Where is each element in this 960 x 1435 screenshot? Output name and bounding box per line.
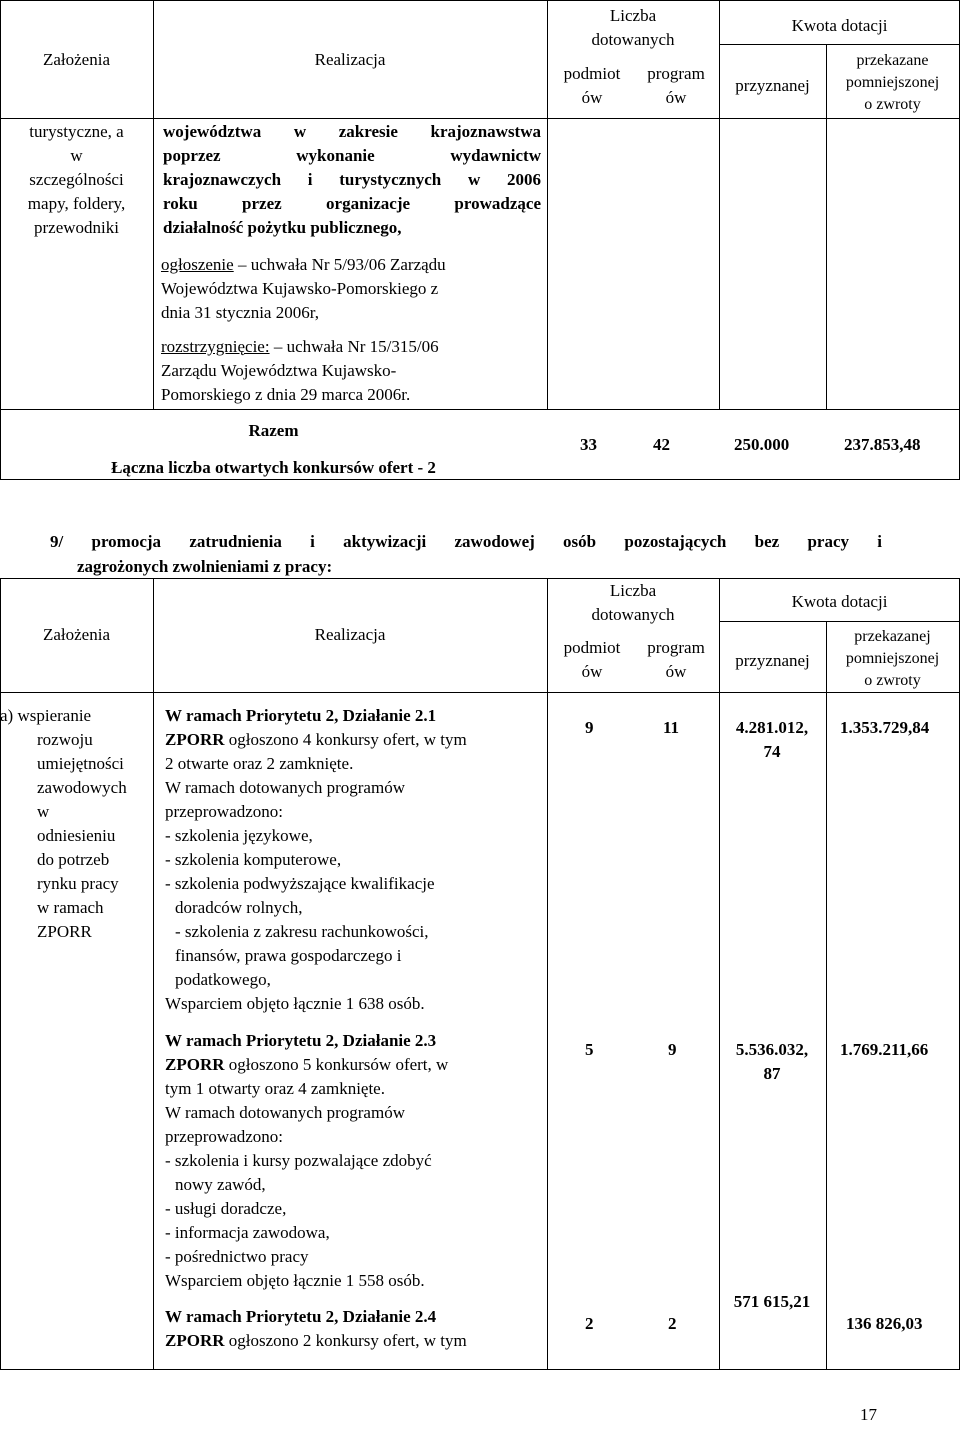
t2-header-przyznanej: przyznanej <box>735 651 810 670</box>
entry-2-3-text: W ramach Priorytetu 2, Działanie 2.3 ZPORR ogłoszono 5 konkursów ofert, w tym 1 otwarty oraz 4 zamknięte. W ramach dotowanych programów przeprowadzono: - szkolenia i kursy pozwalające zdobyć nowy zawód, - usługi doradcze, - informacja zawodowa, - pośrednictwo pracy Wsparciem objęto łącznie 1 558 osób. <box>165 1031 449 1290</box>
section-9-heading-line2: zagrożonych zwolnieniami z pracy: <box>77 557 333 576</box>
page-number: 17 <box>860 1405 877 1424</box>
entry-2-1-text: W ramach Priorytetu 2, Działanie 2.1 ZPORR ogłoszono 4 konkursy ofert, w tym 2 otwarte oraz 2 zamknięte. W ramach dotowanych programów przeprowadzono: - szkolenia językowe, - szkolenia komputerowe, - szkolenia podwyższające kwalifikacje doradców rolnych, - szkolenia z zakresu rachunkowości, finansów, prawa gospodarczego i podatkowego, Wsparciem objęto łącznie 1 638 osób. <box>165 706 467 1013</box>
t2-header-programow: program ów <box>647 638 705 681</box>
entry-2-1-programy: 11 <box>663 718 680 737</box>
resolution-label: rozstrzygnięcie: <box>161 337 270 356</box>
t2-assumptions-cell: a) wspieranie rozwoju umiejętności zawodowych w odniesieniu do potrzeb rynku pracy w ramach ZPORR <box>0 706 127 941</box>
header-przyznanej: przyznanej <box>735 76 810 95</box>
t2-header-liczba: Liczba dotowanych <box>591 581 675 624</box>
header-kwota-dotacji: Kwota dotacji <box>791 16 888 35</box>
header-realizacja: Realizacja <box>314 50 386 69</box>
razem-label: Razem <box>248 421 299 440</box>
assumptions-cell: turystyczne, a w szczególności mapy, foldery, przewodniki <box>27 122 126 237</box>
header-przekazane: przekazane pomniejszonej o zwroty <box>845 52 940 113</box>
entry-2-1-przyznanej: 4.281.012, 74 <box>735 718 809 761</box>
resolution-text: rozstrzygnięcie: – uchwała Nr 15/315/06 Zarządu Województwa Kujawsko- Pomorskiego z dnia 29 marca 2006r. <box>161 337 439 404</box>
t2-header-zalozenia: Założenia <box>42 625 110 644</box>
header-liczba: Liczba dotowanych <box>591 6 675 49</box>
entry-2-3-przekazanej: 1.769.211,66 <box>840 1040 929 1059</box>
announcement-text: ogłoszenie – uchwała Nr 5/93/06 Zarządu Województwa Kujawsko-Pomorskiego z dnia 31 stycznia 2006r, <box>161 255 446 322</box>
entry-2-4-podmioty: 2 <box>585 1314 594 1333</box>
announcement-label: ogłoszenie <box>161 255 234 274</box>
total-podmioty: 33 <box>580 435 597 454</box>
total-przyznanej: 250.000 <box>734 435 790 454</box>
entry-2-3-przyznanej: 5.536.032, 87 <box>735 1040 809 1083</box>
t2-header-przekazanej: przekazanej pomniejszonej o zwroty <box>845 628 940 689</box>
t2-header-kwota-dotacji: Kwota dotacji <box>791 592 888 611</box>
header-zalozenia: Założenia <box>42 50 110 69</box>
header-programow: program ów <box>647 64 705 107</box>
total-programy: 42 <box>653 435 670 454</box>
entry-2-4-text: W ramach Priorytetu 2, Działanie 2.4 ZPORR ogłoszono 2 konkursy ofert, w tym <box>165 1307 467 1350</box>
entry-2-4-przekazanej: 136 826,03 <box>846 1314 923 1333</box>
entry-2-4-przyznanej: 571 615,21 <box>733 1292 811 1311</box>
entry-2-1-podmioty: 9 <box>585 718 594 737</box>
section-9-heading-line1: 9/ promocja zatrudnienia i aktywizacji zawodowej osób pozostających bez pracy i <box>50 532 882 551</box>
total-contests-label: Łączna liczba otwartych konkursów ofert - 2 <box>111 458 436 477</box>
entry-2-1-przekazanej: 1.353.729,84 <box>840 718 930 737</box>
entry-2-4-programy: 2 <box>668 1314 677 1333</box>
realization-bold-text: województwa w zakresie krajoznawstwa poprzez wykonanie wydawnictw krajoznawczych i turystycznych w 2006 roku przez organizacje prowadzące działalność pożytku publicznego, <box>163 122 541 237</box>
t2-header-podmiotow: podmiot ów <box>563 638 621 681</box>
entry-2-3-programy: 9 <box>668 1040 677 1059</box>
header-podmiotow: podmiot ów <box>563 64 621 107</box>
entry-2-3-podmioty: 5 <box>585 1040 594 1059</box>
t2-header-realizacja: Realizacja <box>314 625 386 644</box>
total-przekazane: 237.853,48 <box>844 435 921 454</box>
